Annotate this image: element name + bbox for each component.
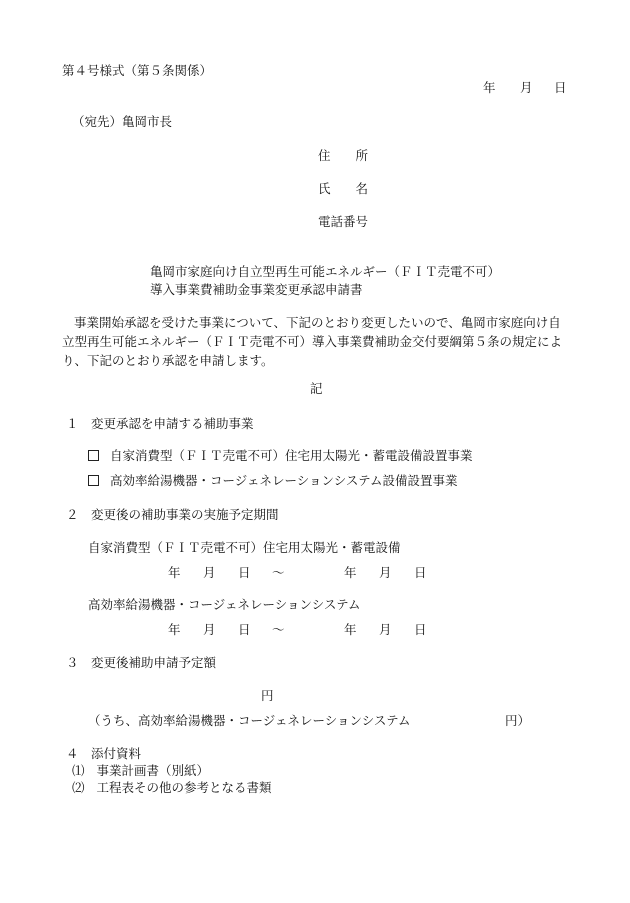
name-label: 氏 名 (318, 181, 369, 196)
body-paragraph: 事業開始承認を受けた事業について、下記のとおり変更したいので、亀岡市家庭向け自立型再生可能エネルギー（ＦＩＴ売電不可）導入事業費補助金交付要綱第５条の規定により、下記のとおり承認を申請します。 (62, 315, 563, 368)
period-start-month: 月 (203, 622, 216, 637)
date-year-label: 年 (483, 80, 496, 95)
checkbox[interactable] (88, 450, 99, 461)
form-number: 第４号様式（第５条関係） (62, 63, 213, 78)
section2-item2: 高効率給湯機器・コージェネレーションシステム (88, 597, 361, 612)
section2-item1: 自家消費型（ＦＩＴ売電不可）住宅用太陽光・蓄電設備 (88, 540, 401, 555)
period-end-month: 月 (379, 565, 392, 580)
attachment-number: ⑴ (72, 763, 85, 778)
period-start-year: 年 (168, 565, 181, 580)
attachment-text: 事業計画書（別紙） (96, 763, 210, 778)
date-month-label: 月 (520, 80, 533, 95)
period-end-year: 年 (344, 622, 357, 637)
section2-heading: ２ 変更後の補助事業の実施予定期間 (66, 507, 279, 522)
date-day-label: 日 (554, 80, 567, 95)
addressee: （宛先）亀岡市長 (72, 114, 173, 129)
period-end-year: 年 (344, 565, 357, 580)
section1-option1 (88, 448, 473, 464)
amount-breakdown-label: （うち、高効率給湯機器・コージェネレーションシステム (88, 713, 411, 728)
address-label: 住 所 (318, 148, 369, 163)
period-start-day: 日 (238, 622, 251, 637)
attachment-item (72, 763, 209, 779)
ki-heading: 記 (310, 381, 323, 396)
document-title-line2: 導入事業費補助金事業変更承認申請書 (150, 282, 363, 297)
period-start-year: 年 (168, 622, 181, 637)
attachment-number: ⑵ (72, 780, 85, 795)
attachment-text: 工程表その他の参考となる書類 (96, 780, 272, 795)
checkbox[interactable] (88, 475, 99, 486)
section3-heading: ３ 変更後補助申請予定額 (66, 655, 217, 670)
period-start-day: 日 (238, 565, 251, 580)
period-end-month: 月 (379, 622, 392, 637)
period-row-2 (0, 622, 630, 638)
period-end-day: 日 (414, 565, 427, 580)
attachment-item (72, 780, 272, 796)
period-end-day: 日 (414, 622, 427, 637)
period-tilde: ～ (272, 565, 285, 580)
amount-breakdown-close: 円） (505, 713, 531, 728)
section1-option2 (88, 473, 457, 489)
section1-option1-label: 自家消費型（ＦＩＴ売電不可）住宅用太陽光・蓄電設備設置事業 (110, 448, 473, 463)
section1-heading: １ 変更承認を申請する補助事業 (66, 416, 254, 431)
amount-yen-label: 円 (261, 688, 274, 703)
phone-label: 電話番号 (318, 214, 369, 229)
section1-option2-label: 高効率給湯機器・コージェネレーションシステム設備設置事業 (110, 473, 458, 488)
period-row-1 (0, 565, 630, 581)
period-tilde: ～ (272, 622, 285, 637)
period-start-month: 月 (203, 565, 216, 580)
document-title-line1: 亀岡市家庭向け自立型再生可能エネルギー（ＦＩＴ売電不可） (150, 264, 501, 279)
section4-heading: ４ 添付資料 (66, 746, 142, 761)
